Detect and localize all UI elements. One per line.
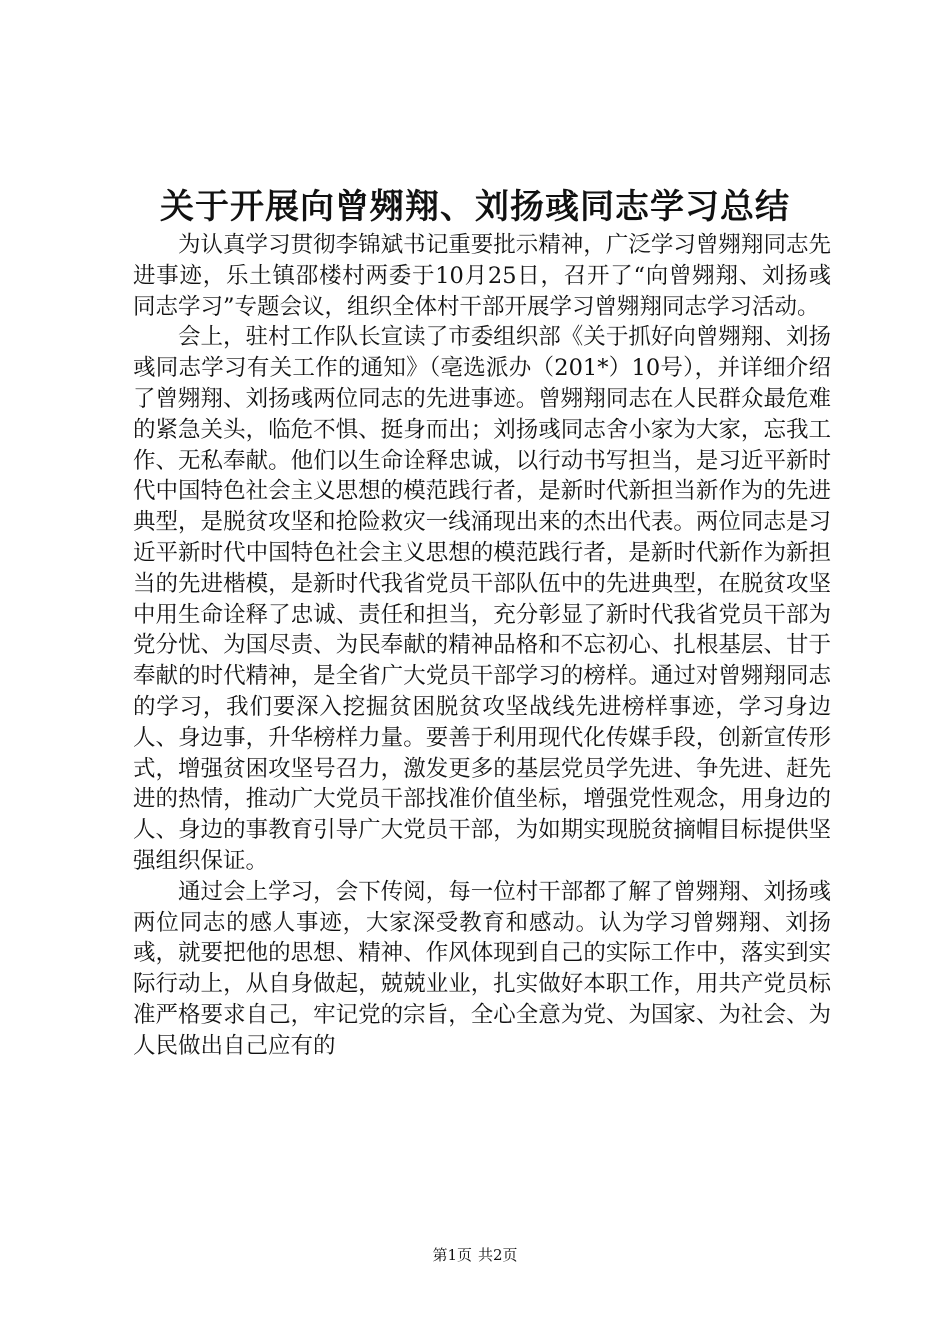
document-title: 关于开展向曾翙翔、刘扬彧同志学习总结 [160, 187, 790, 227]
paragraph-2: 会上，驻村工作队长宣读了市委组织部《关于抓好向曾翙翔、刘扬彧同志学习有关工作的通知》（亳选派办（201*）10号），并详细介绍了曾翙翔、刘扬彧两位同志的先进事迹。曾翙翔同志在人民群众最危难的紧急关头，临危不惧、挺身而出；刘扬彧同志舍小家为大家，忘我工作、无私奉献。他们以生命诠释忠诚，以行动书写担当，是习近平新时代中国特色社会主义思想的模范践行者，是新时代新担当新作为的先进典型，是脱贫攻坚和抢险救灾一线涌现出来的杰出代表。两位同志是习近平新时代中国特色社会主义思想的模范践行者，是新时代新作为新担当的先进楷模，是新时代我省党员干部队伍中的先进典型，在脱贫攻坚中用生命诠释了忠诚、责任和担当，充分彰显了新时代我省党员干部为党分忧、为国尽责、为民奉献的精神品格和不忘初心、扎根基层、甘于奉献的时代精神，是全省广大党员干部学习的榜样。通过对曾翙翔同志的学习，我们要深入挖掘贫困脱贫攻坚战线先进榜样事迹，学习身边人、身边事，升华榜样力量。要善于利用现代化传媒手段，创新宣传形式，增强贫困攻坚号召力，激发更多的基层党员学先进、争先进、赶先进的热情，推动广大党员干部找准价值坐标，增强党性观念，用身边的人、身边的事教育引导广大党员干部，为如期实现脱贫摘帽目标提供坚强组织保证。 [133, 324, 831, 874]
paragraph-1: 为认真学习贯彻李锦斌书记重要批示精神，广泛学习曾翙翔同志先进事迹，乐土镇邵楼村两委于10月25日，召开了“向曾翙翔、刘扬彧同志学习”专题会议，组织全体村干部开展学习曾翙翔同志学习活动。 [133, 232, 831, 320]
document-body [133, 230, 831, 1062]
page-total: 共2页 [478, 1246, 518, 1264]
page-number: 第1页 [432, 1246, 472, 1264]
paragraph-3: 通过会上学习，会下传阅，每一位村干部都了解了曾翙翔、刘扬彧两位同志的感人事迹，大家深受教育和感动。认为学习曾翙翔、刘扬彧，就要把他的思想、精神、作风体现到自己的实际工作中，落实到实际行动上，从自身做起，兢兢业业，扎实做好本职工作，用共产党员标准严格要求自己，牢记党的宗旨，全心全意为党、为国家、为社会、为人民做出自己应有的 [133, 878, 831, 1059]
page-footer [0, 1245, 950, 1265]
